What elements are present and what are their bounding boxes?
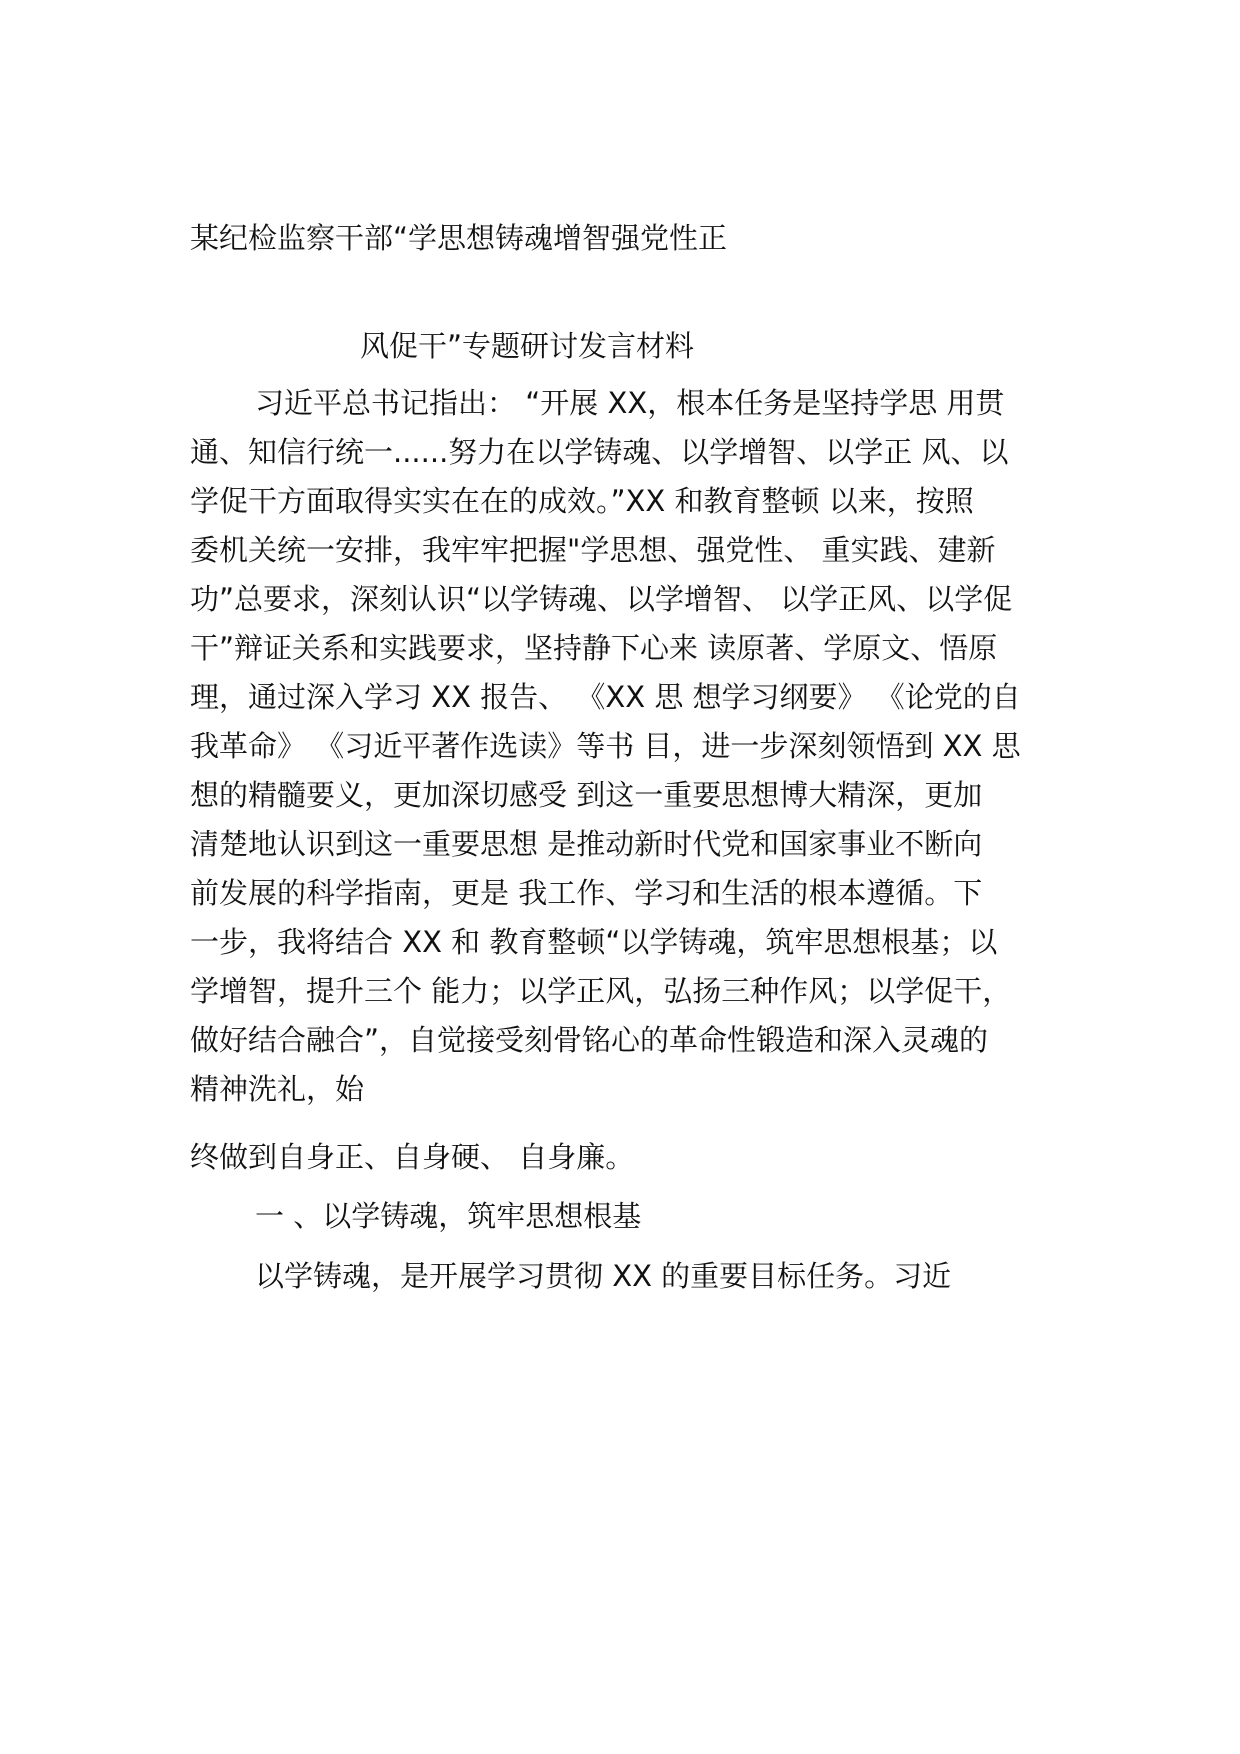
body-line: 我革命》 《习近平著作选读》等书 目，进一步深刻领悟到 XX 思 xyxy=(190,729,1021,763)
body-line: 学促干方面取得实实在在的成效。”XX 和教育整顿 以来，按照 xyxy=(190,484,974,518)
body-line: 做好结合融合”，自觉接受刻骨铭心的革命性锻造和深入灵魂的 xyxy=(190,1023,989,1057)
body-line: 一步，我将结合 XX 和 教育整顿“以学铸魂，筑牢思想根基；以 xyxy=(190,925,998,959)
body-line: 委机关统一安排，我牢牢把握"学思想、强党性、 重实践、建新 xyxy=(190,533,996,567)
document-title-line-2: 风促干”专题研讨发言材料 xyxy=(360,329,695,363)
body-line: 精神洗礼，始 xyxy=(190,1072,365,1106)
body-line: 干”辩证关系和实践要求，坚持静下心来 读原著、学原文、悟原 xyxy=(190,631,998,665)
document-title-line-1: 某纪检监察干部“学思想铸魂增智强党性正 xyxy=(190,221,728,255)
body-line: 学增智，提升三个 能力；以学正风，弘扬三种作风；以学促干， xyxy=(190,974,1012,1008)
body-line: 终做到自身正、自身硬、 自身廉。 xyxy=(190,1140,635,1174)
body-line: 理，通过深入学习 XX 报告、 《XX 思 想学习纲要》 《论党的自 xyxy=(190,680,1021,714)
body-line: 习近平总书记指出： “开展 XX，根本任务是坚持学思 用贯 xyxy=(255,386,1005,420)
body-line: 功”总要求，深刻认识“以学铸魂、以学增智、 以学正风、以学促 xyxy=(190,582,1013,616)
body-line: 以学铸魂，是开展学习贯彻 XX 的重要目标任务。习近 xyxy=(255,1259,952,1293)
section-heading: 一 、以学铸魂，筑牢思想根基 xyxy=(255,1199,642,1233)
body-line: 前发展的科学指南，更是 我工作、学习和生活的根本遵循。下 xyxy=(190,876,983,910)
body-line: 通、知信行统一......努力在以学铸魂、以学增智、以学正 风、以 xyxy=(190,435,1009,469)
body-line: 清楚地认识到这一重要思想 是推动新时代党和国家事业不断向 xyxy=(190,827,983,861)
body-line: 想的精髓要义，更加深切感受 到这一重要思想博大精深，更加 xyxy=(190,778,983,812)
